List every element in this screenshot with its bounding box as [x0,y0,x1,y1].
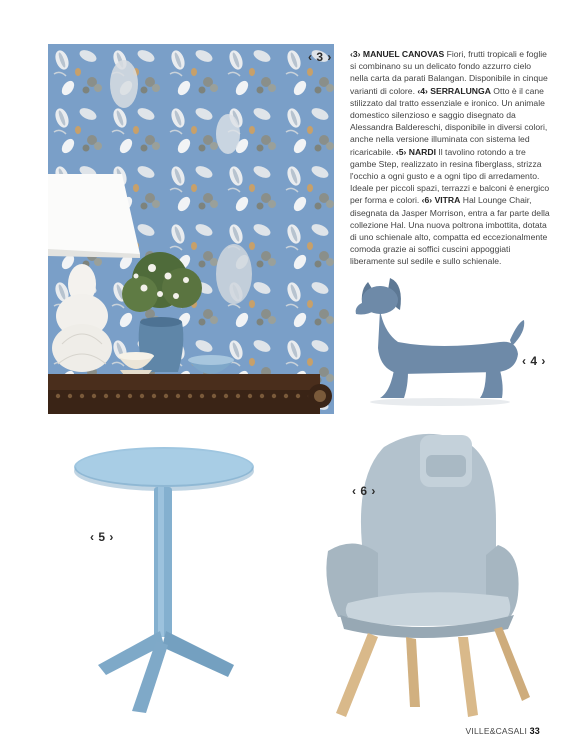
entry-text: Hal Lounge Chair, disegnata da Jasper Morrison, entra a far parte della collezione Hal. Una nuova poltrona imbottita, dotata di uno schienale alto, compatta ed eccezionalmente comoda grazie ai soffici cuscini appoggiati liberamente sul sedile e sullo schienale. [350,195,550,267]
item-5-label: ‹ 5 › [90,530,114,544]
entry-index: ‹6› [421,195,433,206]
product-entry [350,48,550,268]
item-3-label: ‹ 3 › [308,50,332,64]
entry-index: ‹3› [350,49,361,59]
entry-brand: VITRA [434,195,461,206]
entry-index: ‹5› [395,146,407,157]
hal-lounge-chair [318,425,538,725]
entry-brand: SERRALUNGA [430,85,491,96]
item-6-label: ‹ 6 › [352,484,376,498]
wallpaper-photo [48,44,334,414]
step-table [68,445,264,715]
item-4-label: ‹ 4 › [522,354,546,368]
page-footer [466,726,540,736]
page-number: 33 [529,726,540,736]
product-descriptions [350,48,550,268]
wallpaper-scene-illustration [48,44,334,414]
entry-brand: NARDI [408,146,436,157]
entry-text: Otto è il cane stilizzato dal tratto essenziale e ironico. Un animale domestico silenzioso e saggio disegnato da Alessandra Baldereschi, disponibile in diversi colori, anche nella versione illuminata con sistema led ricaricabile. [350,85,548,157]
otto-dog-sculpture [350,270,530,410]
entry-brand: MANUEL CANOVAS [362,49,445,59]
entry-text: Fiori, frutti tropicali e foglie si combinano su un delicato fondo azzurro cielo nella carta da parati Balangan. Disponibile in cinque varianti di colore. [350,49,548,96]
entry-text: Il tavolino rotondo a tre gambe Step, realizzato in resina fiberglass, strizza l'occhio a ogni gusto e a ogni tipo di arredamento. Ideale per piccoli spazi, terrazzi e balconi è energico per forma e colori. [350,146,550,206]
magazine-name: VILLE&CASALI [465,726,528,736]
entry-index: ‹4› [417,85,428,96]
